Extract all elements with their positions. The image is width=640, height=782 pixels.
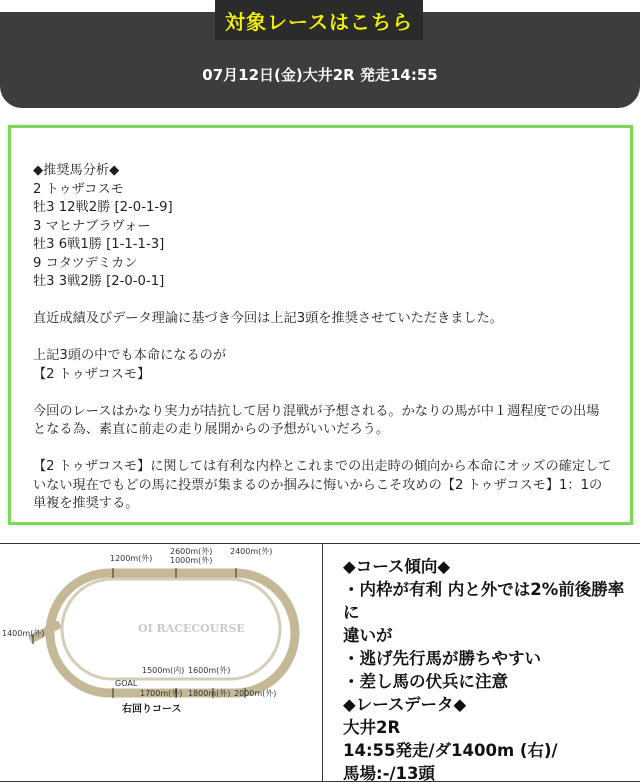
marker-2000m: 2000m(外) [234,689,277,698]
marker-1400m: 1400m(外) [2,629,45,638]
target-race-title: 対象レースはこちら [215,0,423,40]
course-direction-caption: 右回りコース [122,704,182,715]
marker-1000m: 1000m(外) [170,556,213,565]
analysis-paragraph-4: 【2 トゥザコスモ】に関しては有利な内枠とこれまでの出走時の傾向から本命にオッズの確定していない現在でもどの馬に投票が集まるのか掴みに悔いからこそ攻めの【2 トゥザコスモ】1：1の単複を推奨する。 [33,459,612,511]
race-info-text: 07月12日(金)大井2R 発走14:55 [202,66,438,84]
course-panel [0,543,640,782]
course-tendency-bullet-3: ・差し馬の伏兵に注意 [343,672,508,691]
analysis-paragraph-3: 今回のレースはかなり実力が拮抗して居り混戦が予想される。かなりの馬が中１週程度での出場となる為、素直に前走の走り展開からの予想がいいだろう。 [33,403,600,437]
analysis-heading: ◆推奨馬分析◆ [33,163,120,178]
course-panel-divider [322,544,323,782]
course-tendency-line-2: 違いが [343,626,393,645]
analysis-paragraph-2-line-1: 上記3頭の中でも本命になるのが [33,348,227,363]
race-name: 大井2R [343,718,401,737]
course-map-svg [0,544,322,782]
horse-name: 2 トゥザコスモ [33,181,124,197]
analysis-paragraph-1: 直近成績及びデータ理論に基づき今回は上記3頭を推奨させていただきました。 [33,311,503,326]
marker-2600m: 2600m(外) [170,547,213,556]
marker-1600m: 1600m(外) [188,666,231,675]
course-tendency-line-1: ・内枠が有利 内と外では2%前後勝率に [343,580,625,622]
race-detail-line-2: 馬場:-/13頭 [343,764,435,782]
horse-record: 牡3 6戦1勝 [1-1-1-3] [33,237,165,252]
racecourse-name: OI RACECOURSE [138,622,245,635]
course-info-text [343,555,638,782]
horse-name: 9 コタツデミカン [33,255,138,271]
marker-1700m: 1700m(外) [140,689,183,698]
course-tendency-heading: ◆コース傾向◆ [343,557,451,576]
recommendation-analysis-box [8,125,633,525]
goal-label: GOAL [115,679,138,688]
marker-1800m: 1800m(外) [188,689,231,698]
top-pick-horse: 【2 トゥザコスモ】 [33,366,151,382]
race-detail-line-1: 14:55発走/ダ1400m (右)/ [343,741,558,760]
course-map [0,544,322,782]
horse-record: 牡3 3戦2勝 [2-0-0-1] [33,274,165,289]
horse-name: 3 マヒナブラヴォー [33,218,151,234]
marker-1500m: 1500m(内) [142,666,185,675]
marker-1200m: 1200m(外) [110,554,153,563]
marker-2400m: 2400m(外) [230,547,273,556]
race-data-heading: ◆レースデータ◆ [343,695,467,714]
horse-record: 牡3 12戦2勝 [2-0-1-9] [33,200,173,215]
course-tendency-bullet-2: ・逃げ先行馬が勝ちやすい [343,649,541,668]
